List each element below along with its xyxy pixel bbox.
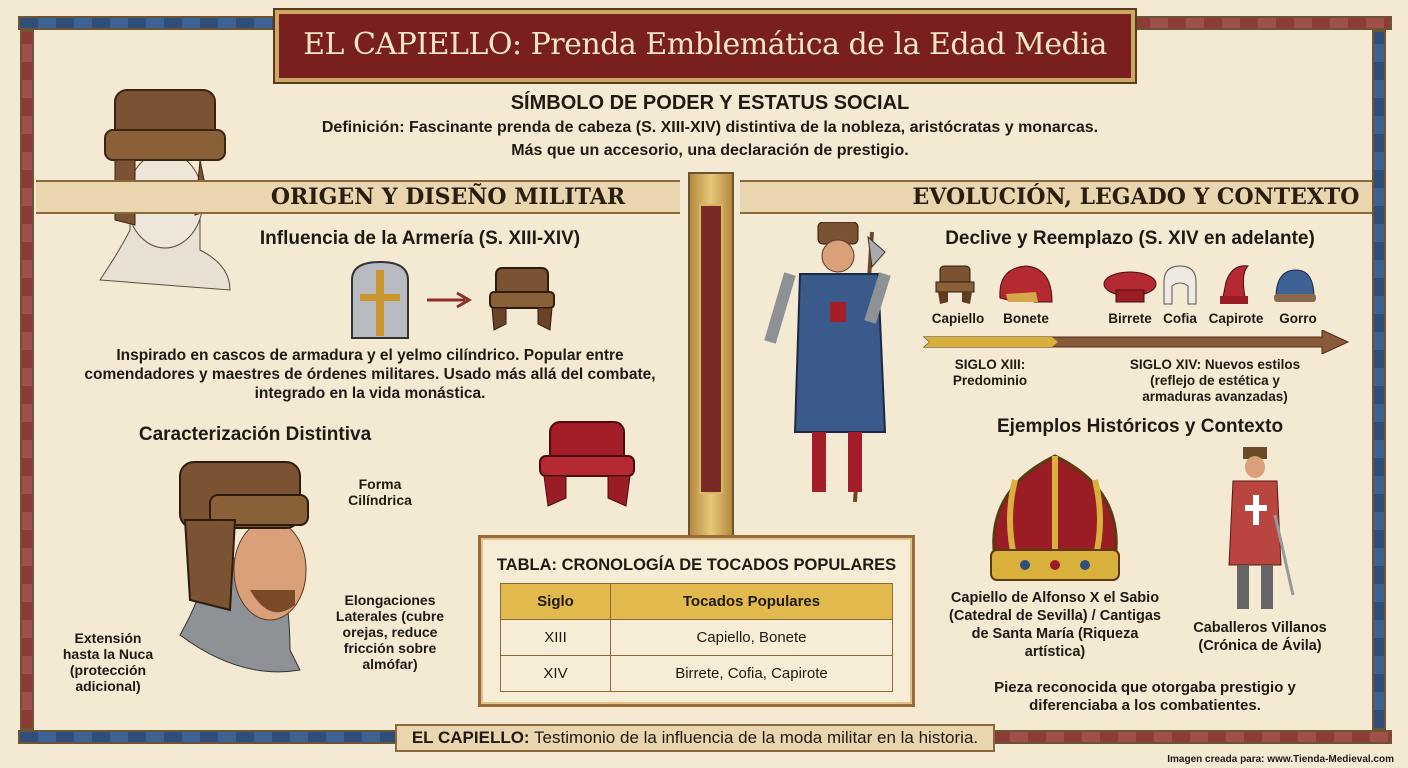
knight-with-halberd-illustration xyxy=(760,222,900,510)
hat-label: Capirote xyxy=(1208,311,1264,326)
border-left xyxy=(20,30,34,730)
title-banner xyxy=(275,10,1135,82)
hat-label: Birrete xyxy=(1108,311,1152,326)
cell-siglo: XIV xyxy=(501,656,611,692)
cell-tocados: Capiello, Bonete xyxy=(611,620,893,656)
footer-bold: EL CAPIELLO: xyxy=(411,728,530,747)
label-elongaciones: Elongaciones Laterales (cubre orejas, reduce fricción sobre almófar) xyxy=(335,592,445,672)
capiello-icon xyxy=(936,266,974,304)
crown-of-alfonso-x-illustration xyxy=(985,450,1125,585)
knight-caption: Caballeros Villanos (Crónica de Ávila) xyxy=(1193,620,1327,654)
decorative-column xyxy=(688,172,734,537)
intro-line2: Más que un accesorio, una declaración de prestigio. xyxy=(511,142,909,159)
hats-timeline-icons xyxy=(930,262,1320,308)
intro-heading: SÍMBOLO DE PODER Y ESTATUS SOCIAL xyxy=(510,92,910,114)
border-bottom-left xyxy=(18,730,398,744)
footer-banner xyxy=(395,724,995,752)
chronology-table-panel xyxy=(478,535,915,707)
footer-text: Testimonio de la influencia de la moda militar en la historia. xyxy=(529,728,979,747)
bonete-icon xyxy=(1000,266,1052,302)
hat-label: Capiello xyxy=(931,311,985,326)
hat-label: Gorro xyxy=(1279,311,1317,326)
ejemplos-heading: Ejemplos Históricos y Contexto xyxy=(996,416,1284,437)
intro-definition: Definición: Fascinante prenda de cabeza (S. XIII-XIV) distintiva de la nobleza, aristócratas y monarcas. xyxy=(321,119,1099,136)
col-header-tocados: Tocados Populares xyxy=(611,584,893,620)
origen-paragraph: Inspirado en cascos de armadura y el yelmo cilíndrico. Popular entre comendadores y maestres de órdenes militares. Usado más allá del combate, integrado en la vida monástica. xyxy=(84,347,656,402)
cell-tocados: Birrete, Cofia, Capirote xyxy=(611,656,893,692)
border-top-right xyxy=(1130,16,1392,30)
capiello-hat-icon xyxy=(486,264,558,332)
hat-label: Cofia xyxy=(1163,311,1197,326)
label-extension-nuca: Extensión hasta la Nuca (protección adicional) xyxy=(62,630,154,694)
crown-caption: Capiello de Alfonso X el Sabio (Catedral de Sevilla) / Cantigas de Santa María (Riqueza artística) xyxy=(949,590,1161,660)
label-forma-cilindrica: Forma Cilíndrica xyxy=(348,476,412,508)
gorro-icon xyxy=(1274,270,1316,302)
hat-labels xyxy=(930,311,1320,329)
chronology-table xyxy=(500,583,893,692)
hat-label: Bonete xyxy=(1003,311,1049,326)
section-evolucion: EVOLUCIÓN, LEGADO Y CONTEXTO xyxy=(740,180,1372,214)
closing-text: Pieza reconocida que otorgaba prestigio y diferenciaba a los combatientes. xyxy=(994,679,1296,714)
great-helm-icon xyxy=(348,260,412,342)
arrow-icon xyxy=(425,290,475,310)
border-bottom-right xyxy=(990,730,1392,744)
era-siglo-xiii: SIGLO XIII: Predominio xyxy=(952,357,1028,388)
border-top-left xyxy=(18,16,280,30)
capirote-icon xyxy=(1220,266,1248,304)
armeria-heading: Influencia de la Armería (S. XIII-XIV) xyxy=(259,228,581,249)
table-row xyxy=(501,620,893,656)
caballero-villano-illustration xyxy=(1215,445,1295,613)
timeline-arrow xyxy=(922,330,1350,354)
caracterizacion-heading: Caracterización Distintiva xyxy=(138,424,372,445)
credit-text: Imagen creada para: www.Tienda-Medieval.com xyxy=(1167,754,1394,765)
section-origen: ORIGEN Y DISEÑO MILITAR xyxy=(36,180,680,214)
border-right xyxy=(1372,30,1386,730)
cofia-icon xyxy=(1164,266,1196,304)
birrete-icon xyxy=(1104,272,1156,302)
era-siglo-xiv: SIGLO XIV: Nuevos estilos (reflejo de estética y armaduras avanzadas) xyxy=(1129,357,1301,404)
table-title: TABLA: CRONOLOGÍA DE TOCADOS POPULARES xyxy=(496,556,897,574)
cell-siglo: XIII xyxy=(501,620,611,656)
col-header-siglo: Siglo xyxy=(501,584,611,620)
page-title: EL CAPIELLO: Prenda Emblemática de la Edad Media xyxy=(303,27,1107,62)
red-capiello-illustration xyxy=(536,418,638,510)
head-with-capiello-illustration xyxy=(160,460,330,690)
declive-heading: Declive y Reemplazo (S. XIV en adelante) xyxy=(945,228,1315,249)
table-row xyxy=(501,656,893,692)
